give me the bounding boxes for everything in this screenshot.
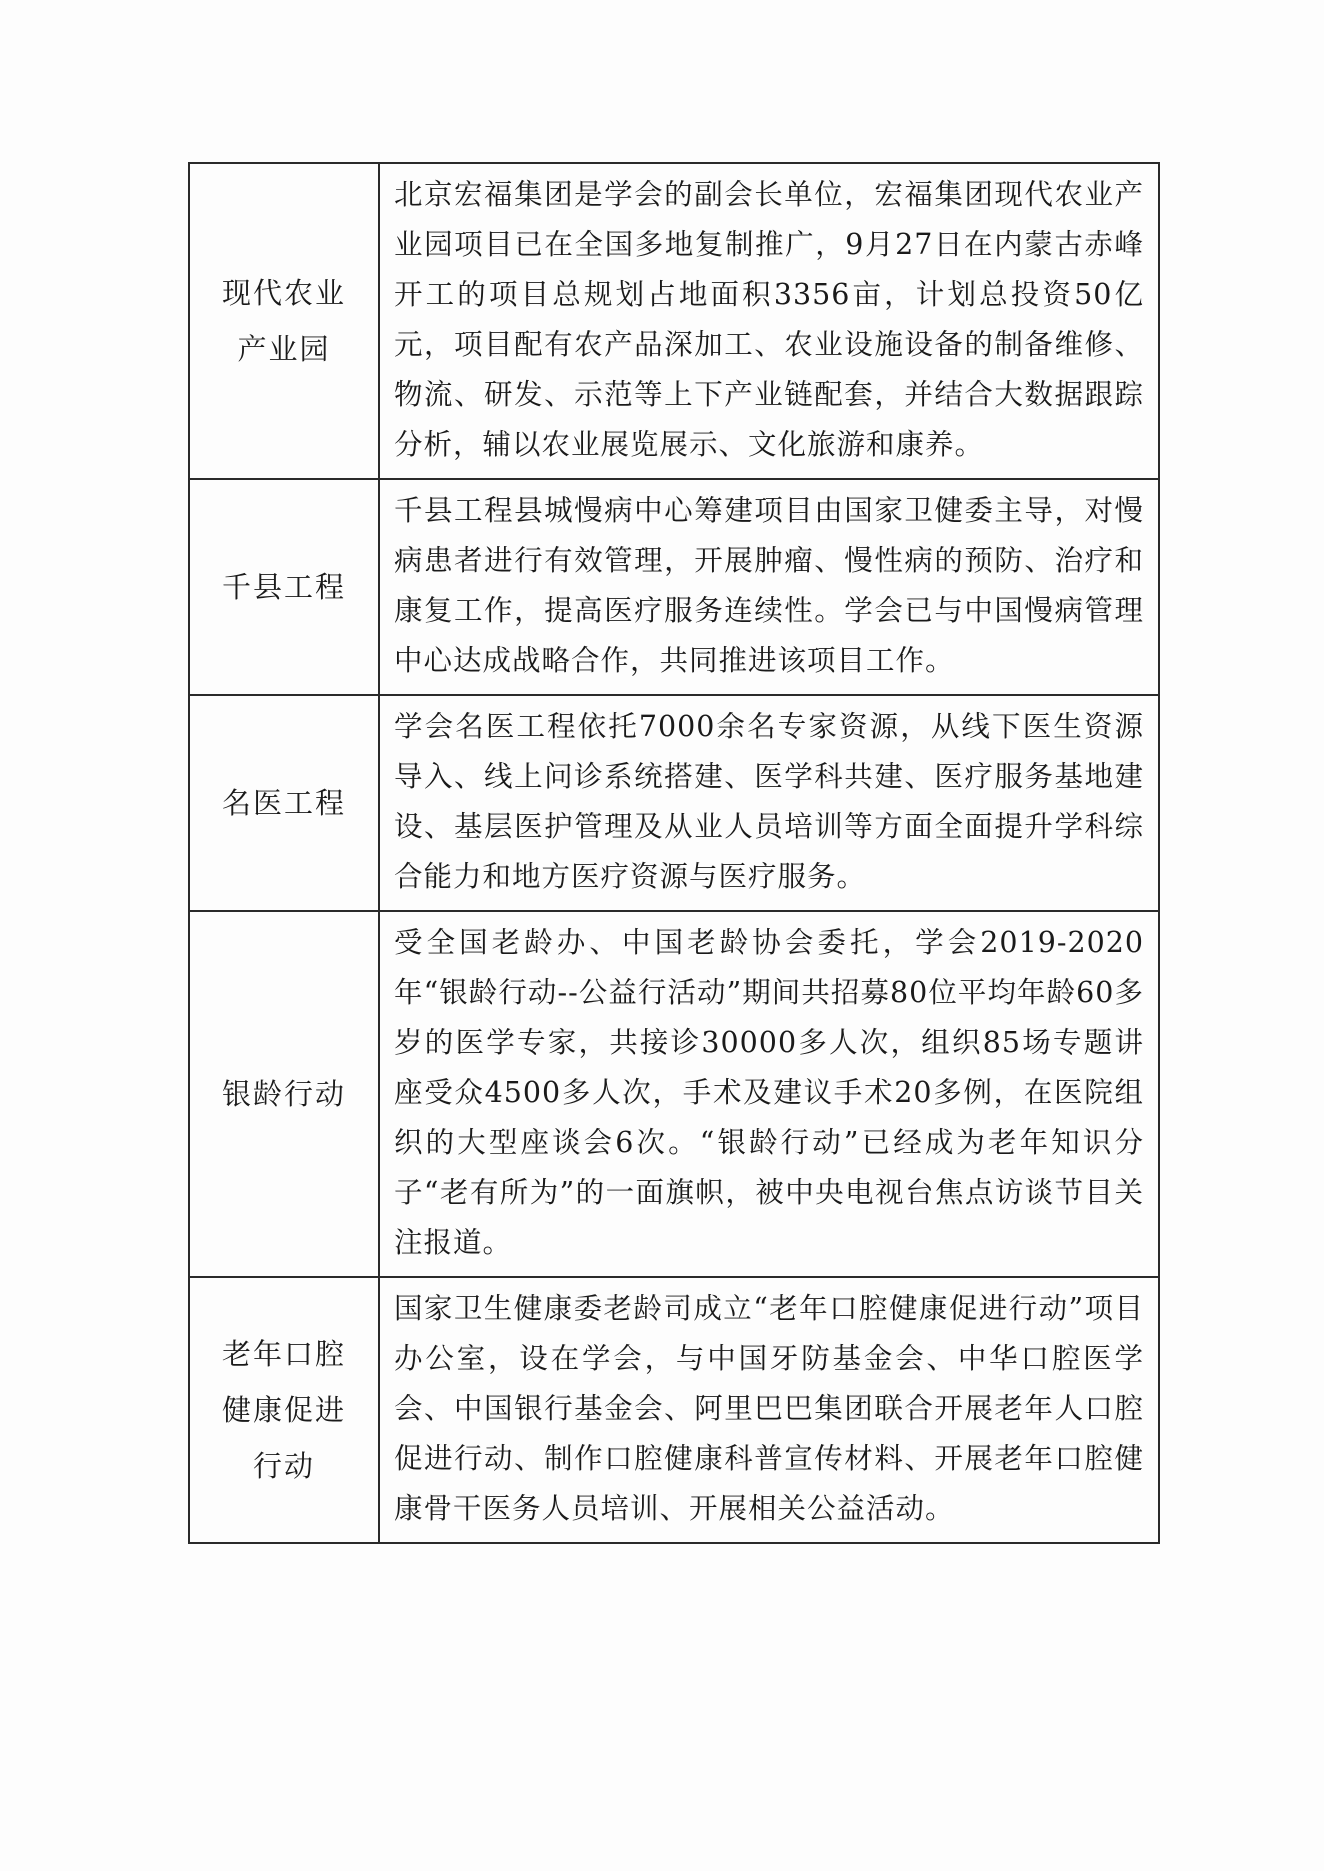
table-row bbox=[189, 911, 1159, 1277]
projects-table bbox=[188, 162, 1160, 1544]
row-content-cell: 千县工程县城慢病中心筹建项目由国家卫健委主导，对慢病患者进行有效管理，开展肿瘤、慢性病的预防、治疗和康复工作，提高医疗服务连续性。学会已与中国慢病管理中心达成战略合作，共同推进该项目工作。 bbox=[379, 479, 1159, 695]
row-label-line: 老年口腔 bbox=[221, 1337, 346, 1371]
row-label-line: 健康促进 bbox=[221, 1393, 346, 1427]
table-row bbox=[189, 163, 1159, 479]
row-label-line: 银龄行动 bbox=[221, 1077, 346, 1111]
row-label-cell bbox=[189, 1277, 379, 1543]
row-content-cell: 北京宏福集团是学会的副会长单位，宏福集团现代农业产业园项目已在全国多地复制推广，9月27日在内蒙古赤峰开工的项目总规划占地面积3356亩，计划总投资50亿元，项目配有农产品深加工、农业设施设备的制备维修、物流、研发、示范等上下产业链配套，并结合大数据跟踪分析，辅以农业展览展示、文化旅游和康养。 bbox=[379, 163, 1159, 479]
row-label-line: 产业园 bbox=[237, 332, 331, 366]
row-label-cell bbox=[189, 163, 379, 479]
row-content-cell: 国家卫生健康委老龄司成立“老年口腔健康促进行动”项目办公室，设在学会，与中国牙防基金会、中华口腔医学会、中国银行基金会、阿里巴巴集团联合开展老年人口腔促进行动、制作口腔健康科普宣传材料、开展老年口腔健康骨干医务人员培训、开展相关公益活动。 bbox=[379, 1277, 1159, 1543]
table-row bbox=[189, 479, 1159, 695]
row-label-line: 行动 bbox=[252, 1449, 315, 1483]
table-row bbox=[189, 1277, 1159, 1543]
row-label-line: 现代农业 bbox=[221, 276, 346, 310]
row-label-cell bbox=[189, 695, 379, 911]
row-label-cell bbox=[189, 911, 379, 1277]
row-label-line: 名医工程 bbox=[221, 786, 346, 820]
row-label-line: 千县工程 bbox=[221, 570, 346, 604]
table-row bbox=[189, 695, 1159, 911]
row-label-cell bbox=[189, 479, 379, 695]
row-content-cell: 受全国老龄办、中国老龄协会委托，学会2019-2020年“银龄行动--公益行活动”期间共招募80位平均年龄60多岁的医学专家，共接诊30000多人次，组织85场专题讲座受众4500多人次，手术及建议手术20多例，在医院组织的大型座谈会6次。“银龄行动”已经成为老年知识分子“老有所为”的一面旗帜，被中央电视台焦点访谈节目关注报道。 bbox=[379, 911, 1159, 1277]
row-content-cell: 学会名医工程依托7000余名专家资源，从线下医生资源导入、线上问诊系统搭建、医学科共建、医疗服务基地建设、基层医护管理及从业人员培训等方面全面提升学科综合能力和地方医疗资源与医疗服务。 bbox=[379, 695, 1159, 911]
